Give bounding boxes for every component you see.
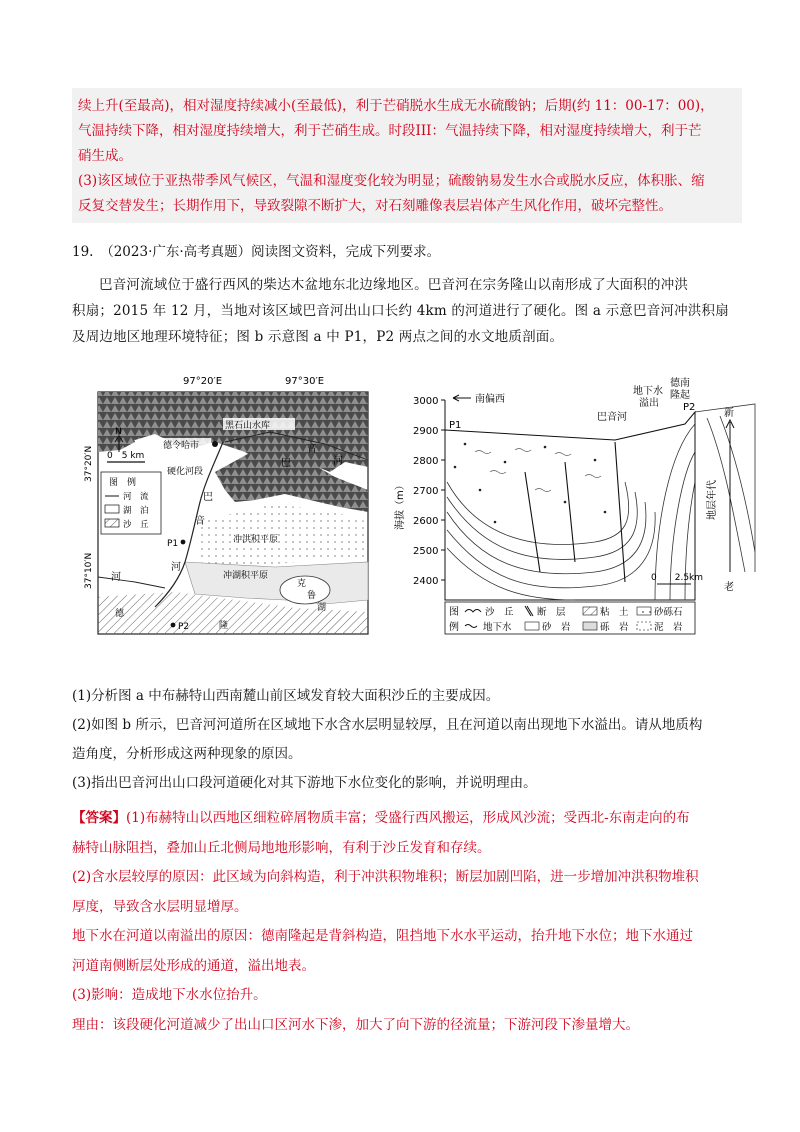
- lat-label: 37°10′N: [84, 552, 94, 589]
- legend-mudstone: 泥 岩: [654, 622, 683, 633]
- label-hardened-segment: 硬化河段: [167, 467, 204, 477]
- answer-line: (3)该区域位于亚热带季风气候区，气温和湿度变化较为明显；硫酸钠易发生水合或脱水反应，体积胀、缩: [78, 173, 705, 189]
- label-alluvial-plain: 冲洪积平原: [233, 535, 279, 545]
- legend-dune: 沙 丘: [123, 520, 149, 530]
- river-name: 河: [333, 456, 343, 467]
- figure-b-profile: [393, 376, 755, 634]
- north-label: N: [115, 427, 122, 437]
- lon-label: 97°20′E: [183, 376, 223, 387]
- river-name: 巴: [281, 458, 291, 469]
- question-item: (3)指出巴音河出山口段河道硬化对其下游地下水位变化的影响，并说明理由。: [72, 775, 537, 791]
- legend-river: 河 流: [123, 492, 149, 502]
- answer-line: 续上升(至最高)，相对湿度持续减小(至最低)，利于芒硝脱水生成无水硫酸钠；后期(约 11：00-17：00)，: [78, 98, 714, 114]
- point-p2-icon: [171, 623, 176, 628]
- figure-svg: [84, 372, 735, 642]
- label-river: 巴音河: [597, 412, 627, 423]
- answer-line: 硝生成。: [78, 148, 132, 164]
- legend-mudstone-icon: [637, 622, 651, 630]
- y-tick: 2800: [413, 456, 439, 467]
- city-marker-icon: [212, 441, 218, 447]
- figure-a-map: [84, 376, 368, 634]
- y-tick: 2500: [413, 546, 439, 557]
- question-header: [72, 240, 736, 265]
- label-overflow: 溢出: [639, 398, 659, 409]
- answer-line: (3)影响：造成地下水水位抬升。: [72, 987, 267, 1003]
- answer-line: 厚度，导致含水层明显增厚。: [72, 898, 248, 915]
- question-number: 19. （2023·广东·高考真题）阅读图文资料，完成下列要求。: [72, 244, 441, 260]
- legend-label: 图: [449, 607, 459, 618]
- answer-section: [72, 804, 736, 1040]
- age-axis-label: 地层年代: [707, 480, 718, 520]
- intro-line: 积扇；2015 年 12 月，当地对该区域巴音河出山口长约 4km 的河道进行了硬化。图 a 示意巴音河冲洪积扇: [72, 303, 729, 319]
- legend-clay: 粘 土: [600, 607, 629, 618]
- answer-line: [72, 804, 736, 834]
- legend-groundwater: 地下水: [483, 622, 512, 633]
- answer-tag: 【答案】: [72, 810, 126, 826]
- label-p1: P1: [449, 420, 462, 431]
- answer-line: 反复交替发生；长期作用下，导致裂隙不断扩大，对石刻雕像表层岩体产生风化作用，破坏完整性。: [78, 198, 672, 214]
- answer-line: 河道南侧断层处形成的通道，溢出地表。: [72, 957, 315, 974]
- lake-label: 鲁: [307, 591, 317, 601]
- lake-label: 湖: [317, 603, 327, 613]
- answer-line: 地下水在河道以南溢出的原因：德南隆起是背斜构造，阻挡地下水水平运动，抬升地下水位；地下水通过: [72, 928, 693, 944]
- legend-conglomerate-icon: [583, 622, 597, 630]
- question-intro: [72, 272, 736, 350]
- intro-line: 及周边地区地理环境特征；图 b 示意图 a 中 P1，P2 两点之间的水文地质剖面。: [72, 329, 564, 345]
- y-tick: 2600: [413, 516, 439, 527]
- legend-sandstone-icon: [525, 622, 539, 630]
- label-uplift: 隆起: [670, 390, 690, 401]
- river-name: 音: [195, 516, 205, 527]
- y-tick: 3000: [413, 396, 439, 407]
- age-new: 新: [724, 408, 734, 419]
- y-tick: 2700: [413, 486, 439, 497]
- label-reservoir: 黑石山水库: [225, 421, 271, 431]
- legend-gravel: 砂砾石: [654, 607, 683, 618]
- label-uplift: 德南: [670, 378, 690, 389]
- age-old: 老: [724, 582, 734, 593]
- answer-continuation: [72, 88, 742, 223]
- legend-gravel-icon: [637, 607, 651, 615]
- legend-dune: 沙 丘: [485, 607, 514, 618]
- question-item: (1)分析图 a 中布赫特山西南麓山前区域发育较大面积沙丘的主要成因。: [72, 688, 500, 704]
- label-direction: 南偏西: [475, 394, 505, 405]
- answer-line: (2)含水层较厚的原因：此区域为向斜构造，利于冲洪积物堆积；断层加剧凹陷，进一步增加冲洪积物堆积: [72, 869, 699, 885]
- label-overflow: 地下水: [633, 386, 663, 397]
- point-p1-icon: [181, 540, 186, 545]
- answer-line: 赫特山脉阻挡，叠加山丘北侧局地地形影响，有利于沙丘发育和存续。: [72, 839, 491, 856]
- legend-title: 图 例: [109, 478, 137, 488]
- question-list: [72, 682, 736, 798]
- legend-fault: 断 层: [537, 607, 566, 618]
- question-item: (2)如图 b 所示，巴音河河道所在区域地下水含水层明显较厚，且在河道以南出现地下水溢出。请从地质构: [72, 717, 703, 733]
- river-name: 音: [307, 444, 317, 455]
- label-p2: P2: [683, 402, 696, 413]
- y-tick: 2900: [413, 426, 439, 437]
- mountain-label: 隆: [219, 621, 229, 631]
- lake-label: 克: [297, 579, 307, 589]
- legend-lake: 湖 泊: [123, 506, 149, 516]
- question-item: 造角度，分析形成这两种现象的原因。: [72, 746, 302, 762]
- mountain-label: 德: [115, 609, 125, 619]
- lon-label: 97°30′E: [285, 376, 325, 387]
- answer-line: 理由：该段硬化河道减少了出山口区河水下渗，加大了向下游的径流量；下游河段下渗量增大。: [72, 1016, 639, 1033]
- scale-label: 0 2.5km: [651, 573, 704, 583]
- answer-text: (1)布赫特山以西地区细粒碎屑物质丰富；受盛行西风搬运，形成风沙流；受西北-东南走向的布: [126, 810, 690, 826]
- y-ticks: [413, 396, 445, 587]
- river-name: 巴: [203, 492, 213, 503]
- legend-conglomerate: 砾 岩: [600, 622, 629, 633]
- legend-clay-icon: [583, 607, 597, 615]
- river-name: 河: [171, 562, 181, 573]
- intro-line: 巴音河流域位于盛行西风的柴达木盆地东北边缘地区。巴音河在宗务隆山以南形成了大面积的冲洪: [99, 277, 689, 293]
- y-tick: 2400: [413, 576, 439, 587]
- label-p1: P1: [167, 539, 179, 549]
- legend-sandstone: 砂 岩: [542, 622, 571, 633]
- legend-label: 例: [449, 622, 459, 633]
- scale-label: 0 5 km: [107, 451, 145, 461]
- river-name: 河: [111, 572, 121, 583]
- legend-dune-icon: [105, 519, 119, 527]
- answer-line: 气温持续下降，相对湿度持续增大，利于芒硝生成。时段III：气温持续下降，相对湿度持续增大，利于芒: [78, 123, 702, 139]
- label-p2: P2: [178, 622, 190, 632]
- figures: [84, 372, 735, 642]
- legend-lake-icon: [105, 505, 119, 513]
- label-lacustrine-plain: 冲湖积平原: [223, 571, 269, 581]
- profile-outline: [445, 412, 695, 600]
- lat-label: 37°20′N: [84, 445, 94, 482]
- y-axis-label: 海拔（m）: [395, 480, 406, 530]
- label-city: 德令哈市: [163, 441, 200, 451]
